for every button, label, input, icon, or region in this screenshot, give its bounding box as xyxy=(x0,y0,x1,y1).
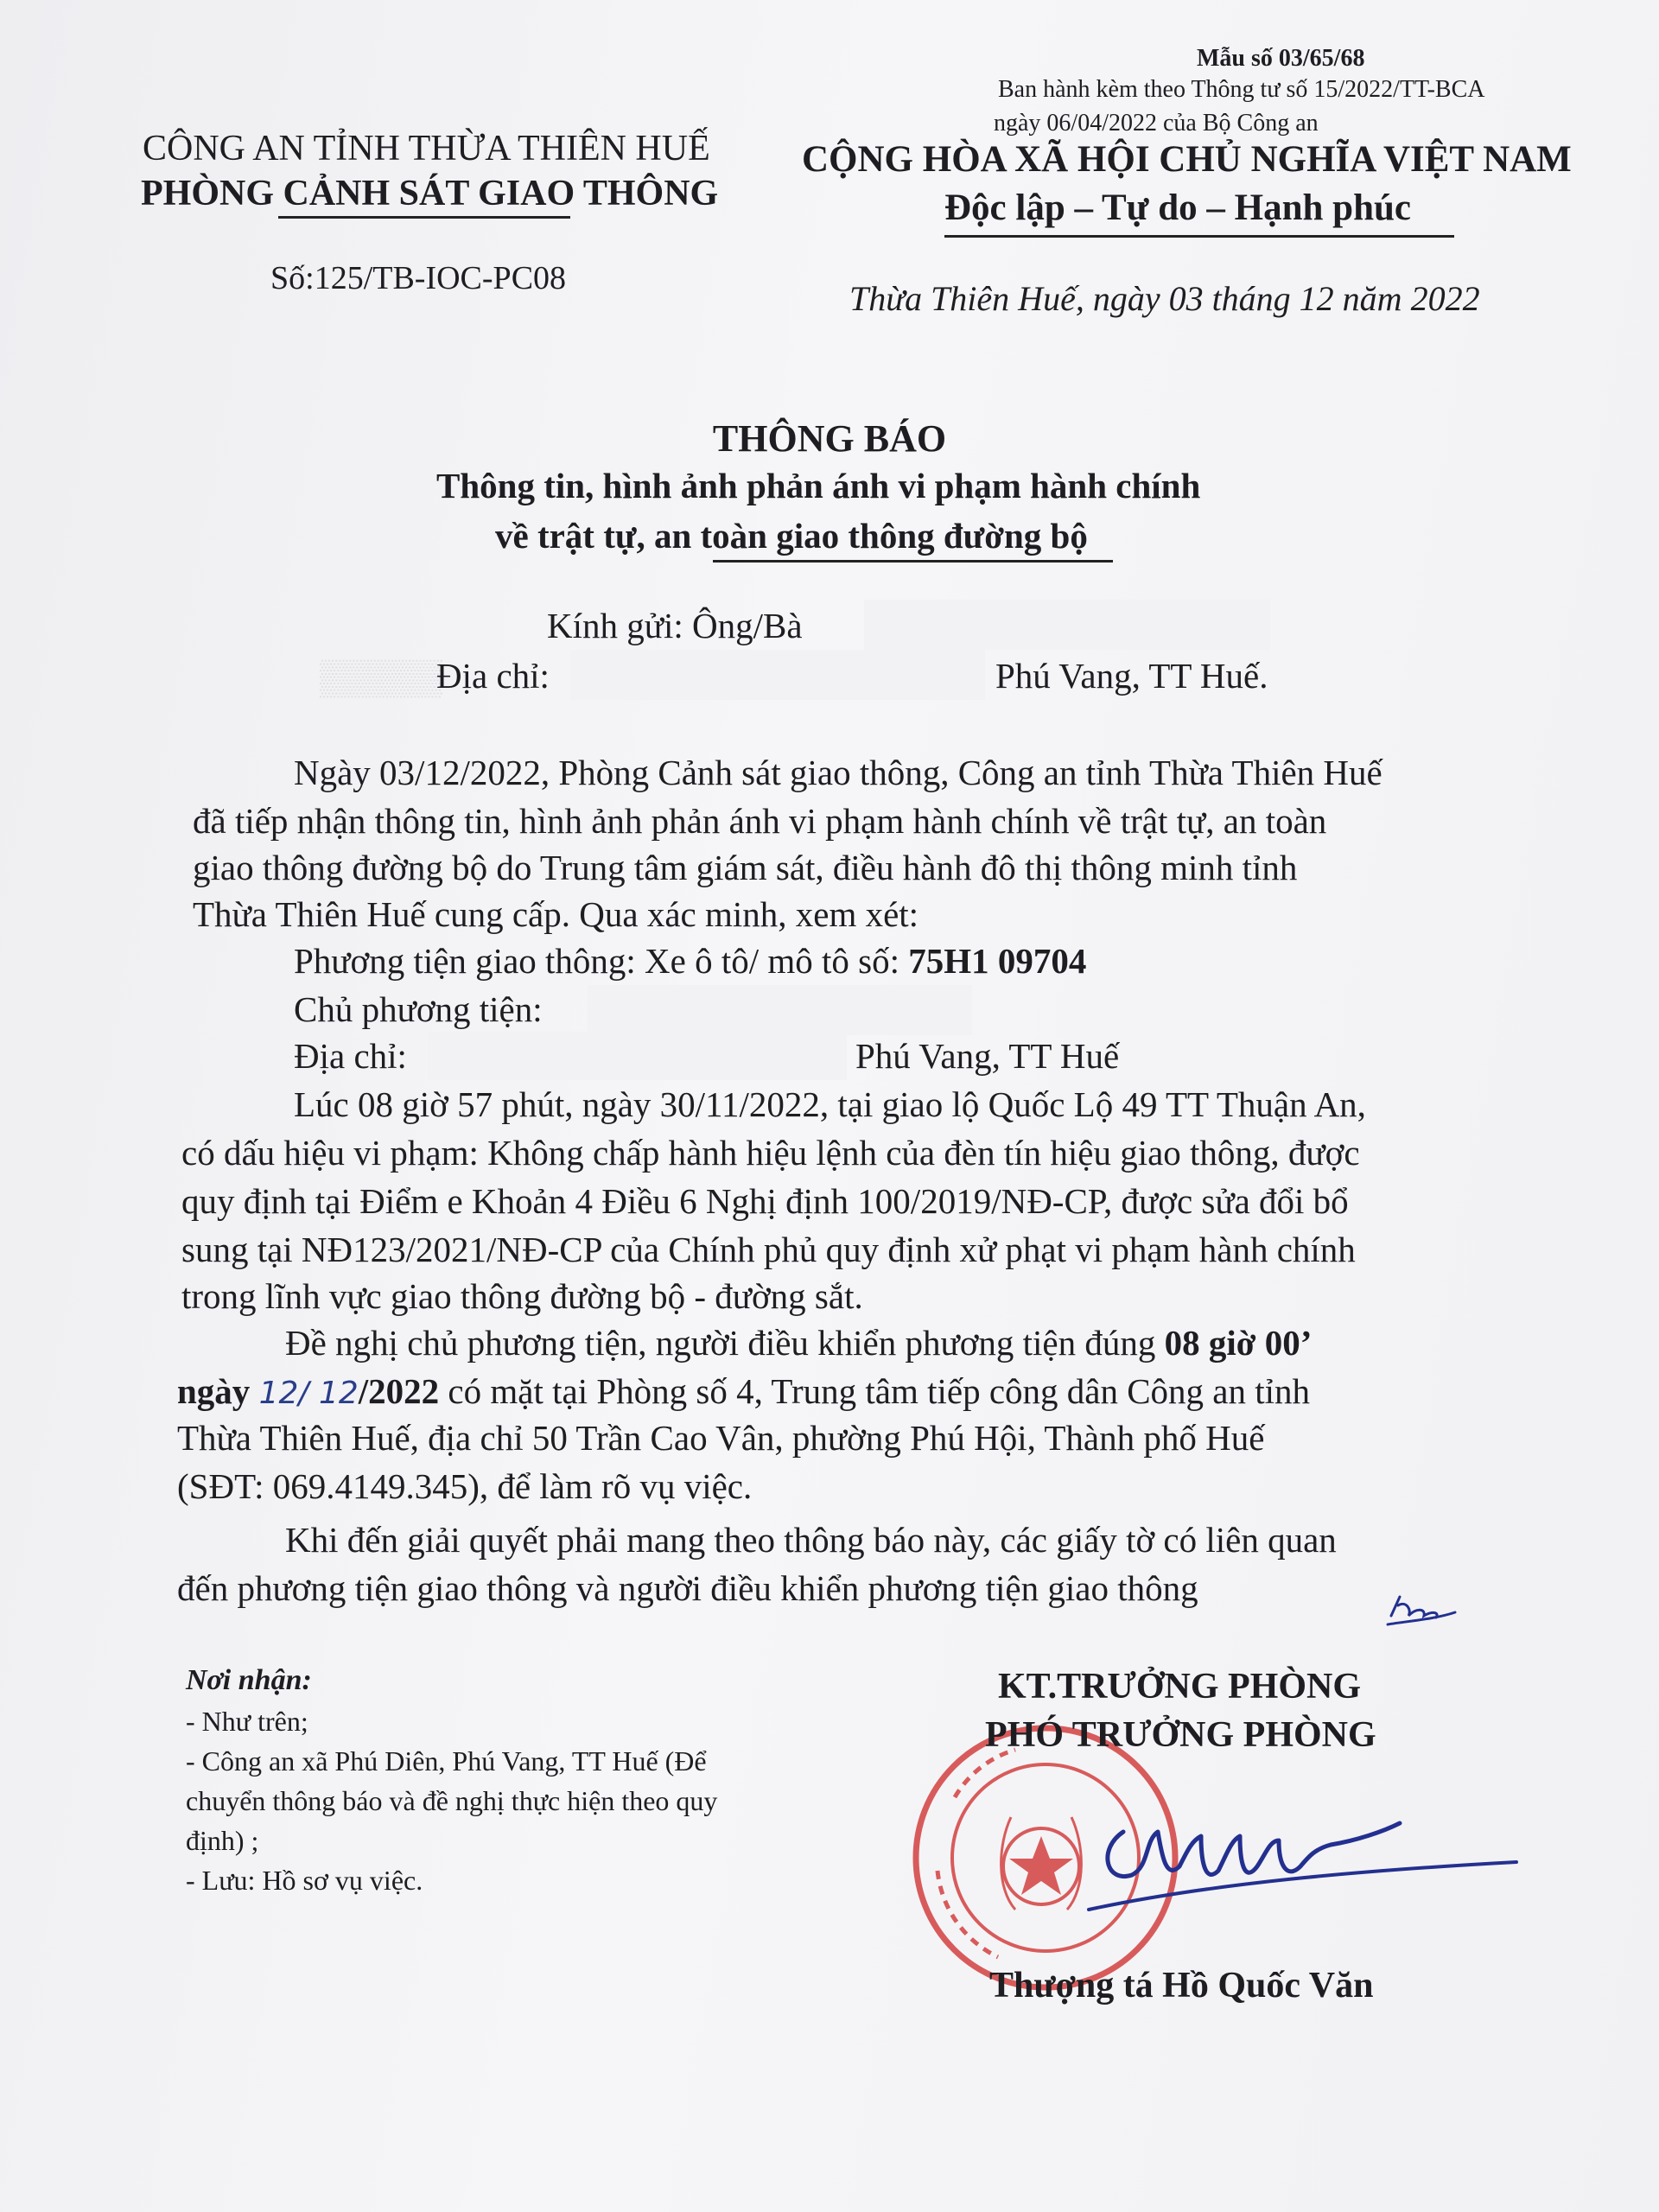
document-subtitle-line2: về trật tự, an toàn giao thông đường bộ xyxy=(495,516,1088,556)
signature-role-line1: KT.TRƯỞNG PHÒNG xyxy=(998,1667,1361,1707)
document-subtitle-line1: Thông tin, hình ảnh phản ánh vi phạm hành chính xyxy=(436,466,1201,505)
appointment-location: có mặt tại Phòng số 4, Trung tâm tiếp công dân Công an tỉnh xyxy=(448,1371,1311,1411)
body-line: (SĐT: 069.4149.345), để làm rõ vụ việc. xyxy=(177,1466,753,1506)
recipient-item: - Công an xã Phú Diên, Phú Vang, TT Huế (Để xyxy=(186,1745,707,1777)
recipient-item: định) ; xyxy=(186,1825,259,1856)
signer-name: Thượng tá Hồ Quốc Văn xyxy=(989,1966,1374,2005)
body-line: Khi đến giải quyết phải mang theo thông báo này, các giấy tờ có liên quan xyxy=(285,1520,1337,1560)
recipients-title: Nơi nhận: xyxy=(186,1664,312,1696)
recipient-address-label: Địa chỉ: xyxy=(436,656,550,696)
place-date: Thừa Thiên Huế, ngày 03 tháng 12 năm 2022 xyxy=(849,279,1480,318)
body-line: đã tiếp nhận thông tin, hình ảnh phản ánh vi phạm hành chính về trật tự, an toàn xyxy=(193,801,1327,841)
body-line: có dấu hiệu vi phạm: Không chấp hành hiệu lệnh của đèn tín hiệu giao thông, được xyxy=(181,1133,1360,1173)
body-line: trong lĩnh vực giao thông đường bộ - đường sắt. xyxy=(181,1276,863,1316)
body-line: Thừa Thiên Huế cung cấp. Qua xác minh, xem xét: xyxy=(193,894,919,934)
body-line: Thừa Thiên Huế, địa chỉ 50 Trần Cao Vân, phường Phú Hội, Thành phố Huế xyxy=(177,1418,1265,1458)
appointment-request: Đề nghị chủ phương tiện, người điều khiển phương tiện đúng xyxy=(285,1323,1156,1363)
body-line xyxy=(177,1370,1310,1412)
show-through-text: ▒▒▒▒▒ xyxy=(320,658,442,696)
form-issued-line2: ngày 06/04/2022 của Bộ Công an xyxy=(994,110,1319,137)
redacted-recipient-address xyxy=(570,650,985,700)
signature-role-line2: PHÓ TRƯỞNG PHÒNG xyxy=(985,1715,1376,1755)
body-line: quy định tại Điểm e Khoản 4 Điều 6 Nghị định 100/2019/NĐ-CP, được sửa đổi bổ xyxy=(181,1181,1349,1221)
recipient-greeting: Kính gửi: Ông/Bà xyxy=(547,606,803,645)
body-line xyxy=(285,1322,1312,1363)
agency-name: CÔNG AN TỈNH THỪA THIÊN HUẾ xyxy=(143,129,710,168)
vehicle-line xyxy=(294,940,1086,982)
recipient-item: chuyển thông báo và đề nghị thực hiện theo quy xyxy=(186,1785,718,1816)
redacted-recipient-name xyxy=(864,600,1270,650)
recipient-item: - Lưu: Hồ sơ vụ việc. xyxy=(186,1865,423,1896)
recipient-address-visible: Phú Vang, TT Huế. xyxy=(995,656,1268,696)
appointment-year: /2022 xyxy=(358,1371,440,1411)
form-number: Mẫu số 03/65/68 xyxy=(1197,45,1365,72)
handwritten-date: 12/ 12 xyxy=(258,1376,359,1411)
body-line: đến phương tiện giao thông và người điều khiển phương tiện giao thông xyxy=(177,1568,1198,1608)
owner-label: Chủ phương tiện: xyxy=(294,989,543,1029)
recipient-item: - Như trên; xyxy=(186,1706,308,1737)
appointment-day-label: ngày xyxy=(177,1371,251,1411)
handwritten-initials xyxy=(1382,1581,1460,1633)
vehicle-label: Phương tiện giao thông: Xe ô tô/ mô tô số: xyxy=(294,941,900,981)
document-number: Số:125/TB-IOC-PC08 xyxy=(270,260,567,296)
owner-address-label: Địa chỉ: xyxy=(294,1036,407,1076)
appointment-time: 08 giờ 00’ xyxy=(1164,1323,1313,1363)
body-line: Lúc 08 giờ 57 phút, ngày 30/11/2022, tại giao lộ Quốc Lộ 49 TT Thuận An, xyxy=(294,1084,1366,1124)
department-underline xyxy=(278,216,570,219)
document-title: THÔNG BÁO xyxy=(712,417,947,460)
country-name: CỘNG HÒA XÃ HỘI CHỦ NGHĨA VIỆT NAM xyxy=(802,139,1572,180)
title-underline xyxy=(713,560,1113,563)
body-line: sung tại NĐ123/2021/NĐ-CP của Chính phủ quy định xử phạt vi phạm hành chính xyxy=(181,1230,1356,1269)
department-name: PHÒNG CẢNH SÁT GIAO THÔNG xyxy=(141,174,719,213)
body-line: giao thông đường bộ do Trung tâm giám sát, điều hành đô thị thông minh tỉnh xyxy=(193,848,1298,887)
form-issued-line1: Ban hành kèm theo Thông tư số 15/2022/TT-BCA xyxy=(998,76,1485,103)
redacted-owner-name xyxy=(588,985,972,1035)
vehicle-plate: 75H1 09704 xyxy=(908,941,1087,981)
motto-underline xyxy=(944,235,1454,238)
handwritten-signature xyxy=(1071,1780,1521,1927)
redacted-owner-address xyxy=(428,1032,847,1080)
national-motto: Độc lập – Tự do – Hạnh phúc xyxy=(944,188,1411,228)
owner-address-visible: Phú Vang, TT Huế xyxy=(855,1036,1120,1076)
body-line: Ngày 03/12/2022, Phòng Cảnh sát giao thông, Công an tỉnh Thừa Thiên Huế xyxy=(294,753,1382,792)
